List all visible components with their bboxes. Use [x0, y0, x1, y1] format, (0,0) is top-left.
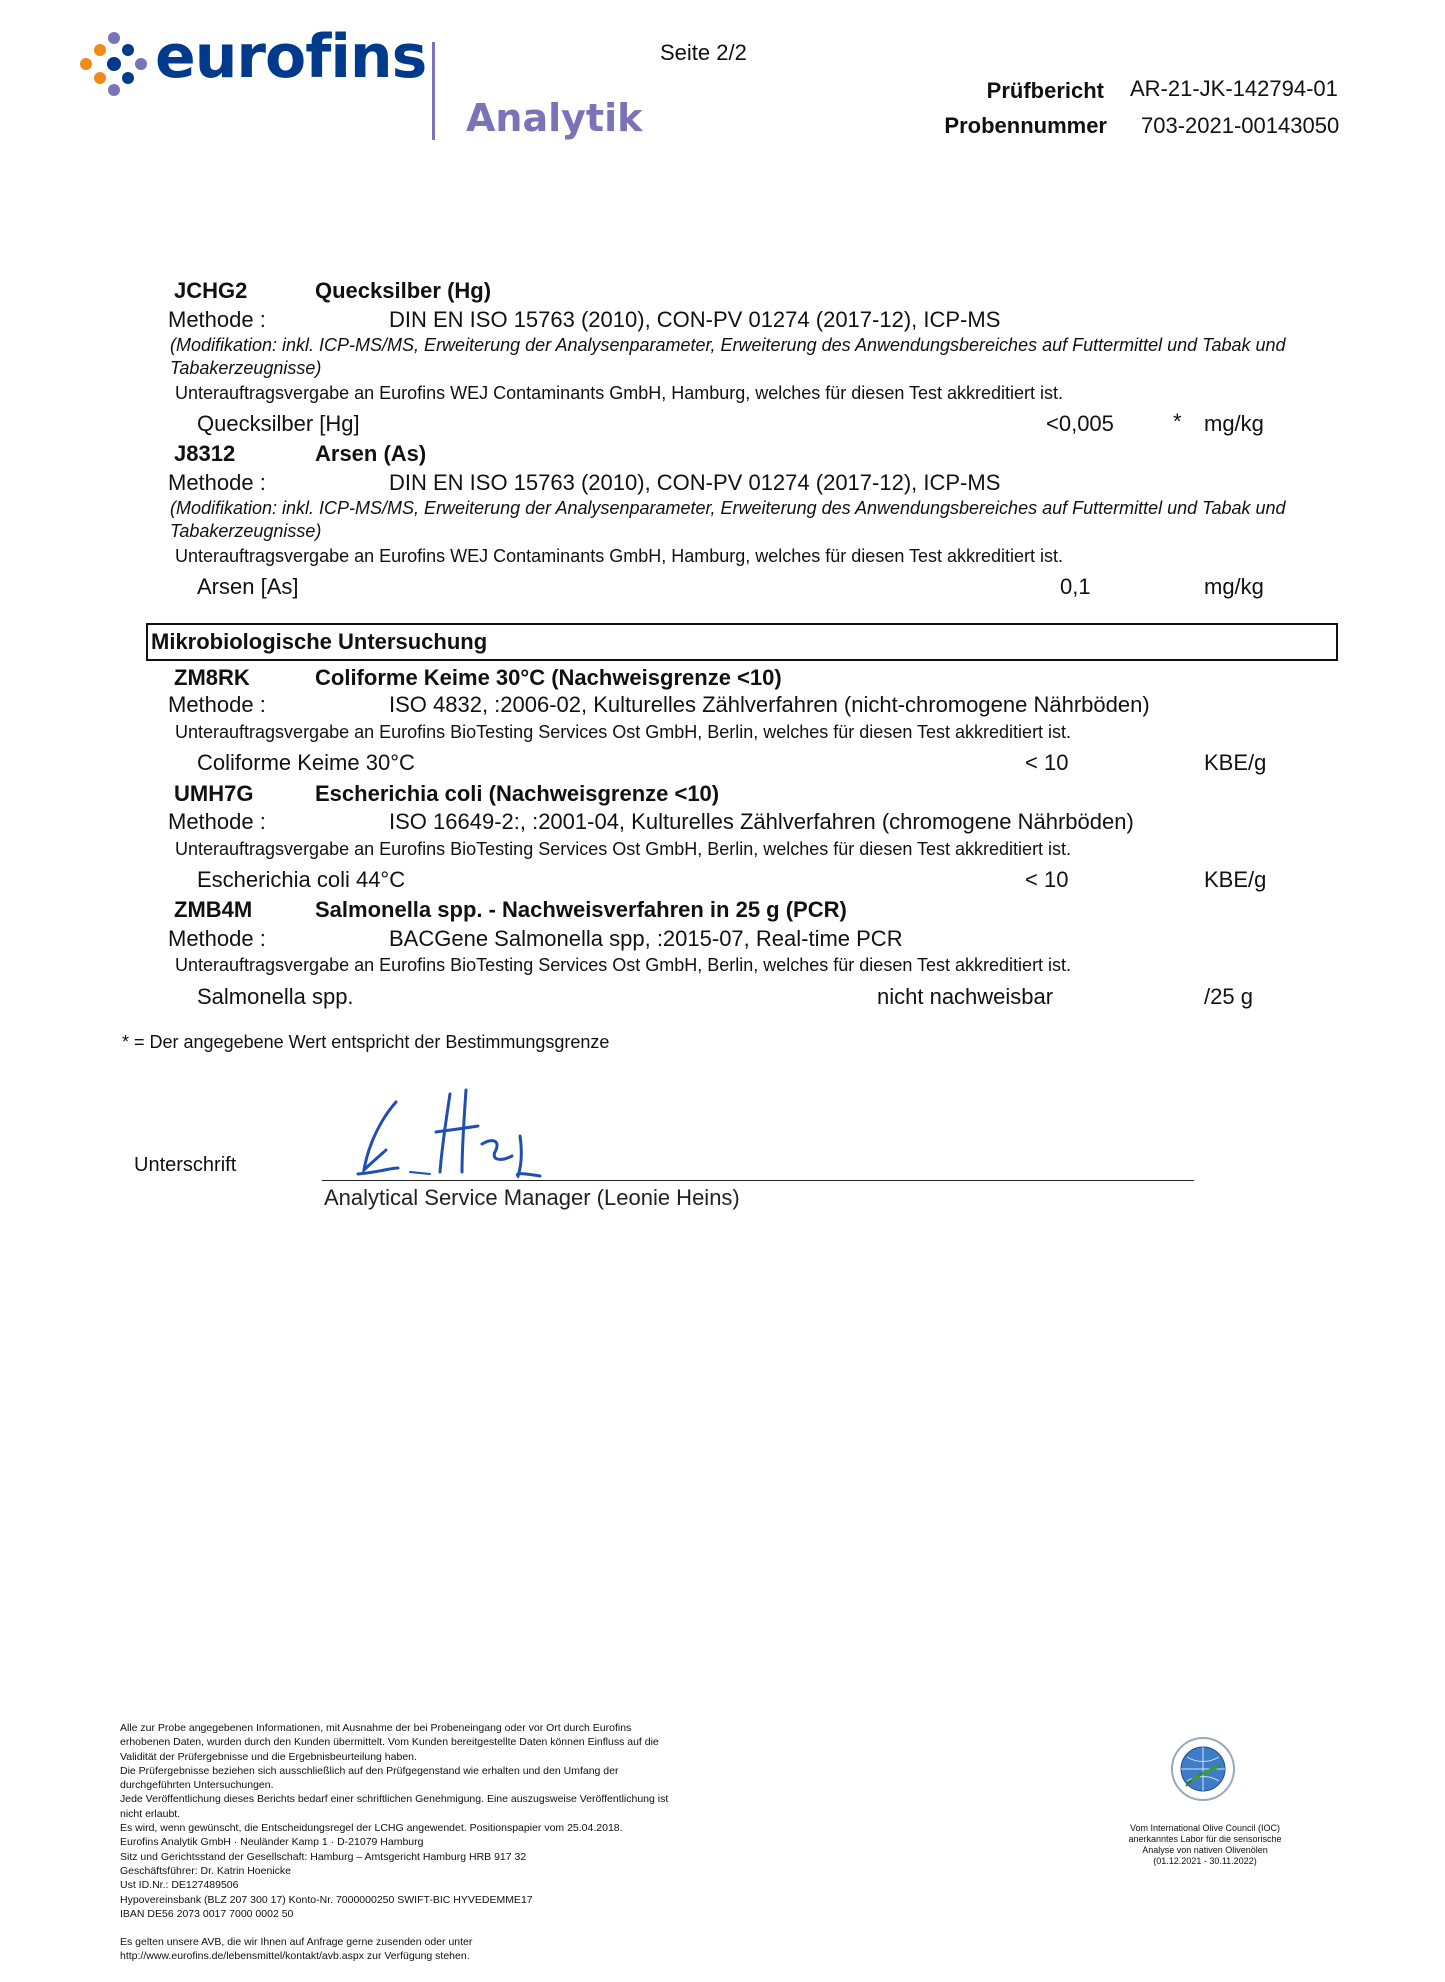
signature-label: Unterschrift — [134, 1154, 237, 1176]
method-text: ISO 16649-2:, :2001-04, Kulturelles Zählverfahren (chromogene Nährböden) — [389, 809, 1134, 834]
method-label: Methode : — [168, 692, 266, 717]
legal-line: Hypovereinsbank (BLZ 207 300 17) Konto-Nr. 7000000250 SWIFT-BIC HYVEDEMME17 — [120, 1893, 533, 1906]
subcontract-note: Unterauftragsvergabe an Eurofins WEJ Contaminants GmbH, Hamburg, welches für diesen Test akkreditiert ist. — [175, 383, 1064, 403]
result-unit: mg/kg — [1204, 574, 1264, 599]
legal-line: erhobenen Daten, wurden durch den Kunden übermittelt. Vom Kunden bereitgestellte Daten können Einfluss auf die — [120, 1736, 659, 1749]
analysis-title: Arsen (As) — [315, 441, 427, 466]
legal-line: Alle zur Probe angegebenen Informationen, mit Ausnahme der bei Probeneingang oder vor Ort durch Eurofins — [120, 1722, 632, 1734]
method-text: BACGene Salmonella spp, :2015-07, Real-time PCR — [389, 926, 903, 951]
signatory-name: Analytical Service Manager (Leonie Heins) — [324, 1185, 740, 1210]
analysis-code: ZM8RK — [174, 665, 250, 690]
section-header-microbiology — [146, 623, 1338, 661]
report-number: AR-21-JK-142794-01 — [1130, 76, 1338, 101]
ioc-accreditation-text — [1110, 1823, 1300, 1867]
result-name: Quecksilber [Hg] — [197, 411, 360, 436]
ioc-line: Vom International Olive Council (IOC) — [1129, 1823, 1281, 1833]
analysis-code: J8312 — [174, 441, 236, 466]
report-label: Prüfbericht — [986, 78, 1104, 103]
sample-label: Probennummer — [944, 113, 1107, 138]
legal-line: IBAN DE56 2073 0017 7000 0002 50 — [120, 1907, 294, 1920]
logo-wordmark: eurofins — [155, 22, 427, 92]
method-modification: (Modifikation: inkl. ICP-MS/MS, Erweiterung der Analysenparameter, Erweiterung des Anwendungsbereiches auf Futtermittel und Tabak und Tabakerzeugnisse) — [170, 498, 1286, 541]
analysis-title: Coliforme Keime 30°C (Nachweisgrenze <10) — [315, 665, 782, 690]
method-text: DIN EN ISO 15763 (2010), CON-PV 01274 (2017-12), ICP-MS — [389, 470, 1001, 495]
ioc-seal-icon — [1170, 1736, 1236, 1802]
result-flag: * — [1173, 409, 1182, 434]
method-label: Methode : — [168, 307, 266, 332]
legal-line: Validität der Prüfergebnisse und die Ergebnisbeurteilung haben. — [120, 1750, 417, 1763]
logo-divider — [432, 42, 435, 140]
result-name: Coliforme Keime 30°C — [197, 750, 415, 775]
legal-line: Es wird, wenn gewünscht, die Entscheidungsregel der LCHG angewendet. Positionspapier vom 25.04.2018. — [120, 1822, 623, 1835]
ioc-line: (01.12.2021 - 30.11.2022) — [1153, 1856, 1257, 1866]
result-value: < 10 — [1025, 867, 1069, 892]
result-name: Salmonella spp. — [197, 984, 354, 1009]
avb-line: Es gelten unsere AVB, die wir Ihnen auf Anfrage gerne zusenden oder unter — [120, 1936, 473, 1949]
method-text: ISO 4832, :2006-02, Kulturelles Zählverfahren (nicht-chromogene Nährböden) — [389, 692, 1150, 717]
result-value: nicht nachweisbar — [877, 984, 1054, 1009]
result-value: <0,005 — [1046, 411, 1114, 436]
method-label: Methode : — [168, 926, 266, 951]
result-unit: KBE/g — [1204, 750, 1267, 775]
result-value: 0,1 — [1060, 574, 1091, 599]
result-name: Escherichia coli 44°C — [197, 867, 406, 892]
result-unit: mg/kg — [1204, 411, 1264, 436]
analysis-code: ZMB4M — [174, 897, 253, 922]
method-label: Methode : — [168, 809, 266, 834]
legal-line: durchgeführten Untersuchungen. — [120, 1779, 274, 1792]
legal-line: Ust ID.Nr.: DE127489506 — [120, 1879, 239, 1892]
legal-line: Geschäftsführer: Dr. Katrin Hoenicke — [120, 1864, 291, 1877]
analysis-title: Salmonella spp. - Nachweisverfahren in 25 g (PCR) — [315, 897, 847, 922]
footnote: * = Der angegebene Wert entspricht der Bestimmungsgrenze — [122, 1032, 610, 1052]
sample-number: 703-2021-00143050 — [1141, 113, 1340, 138]
section-title: Mikrobiologische Untersuchung — [151, 629, 488, 654]
method-text: DIN EN ISO 15763 (2010), CON-PV 01274 (2017-12), ICP-MS — [389, 307, 1001, 332]
method-label: Methode : — [168, 470, 266, 495]
analysis-code: UMH7G — [174, 781, 254, 806]
result-name: Arsen [As] — [197, 574, 299, 599]
signature-image — [350, 1080, 550, 1180]
page-number: Seite 2/2 — [660, 40, 747, 65]
logo-subtitle: Analytik — [466, 96, 643, 140]
legal-footer — [120, 1721, 780, 1964]
ioc-line: Analyse von nativen Olivenölen — [1142, 1845, 1268, 1855]
signature-line — [322, 1180, 1194, 1181]
method-modification: (Modifikation: inkl. ICP-MS/MS, Erweiterung der Analysenparameter, Erweiterung des Anwendungsbereiches auf Futtermittel und Tabak und Tabakerzeugnisse) — [170, 335, 1286, 378]
subcontract-note: Unterauftragsvergabe an Eurofins BioTesting Services Ost GmbH, Berlin, welches für diesen Test akkreditiert ist. — [175, 955, 1072, 975]
ioc-line: anerkanntes Labor für die sensorische — [1128, 1834, 1282, 1844]
legal-line: Jede Veröffentlichung dieses Berichts bedarf einer schriftlichen Genehmigung. Eine auszugsweise Veröffentlichung ist — [120, 1793, 669, 1806]
analysis-code: JCHG2 — [174, 278, 248, 303]
analysis-title: Escherichia coli (Nachweisgrenze <10) — [315, 781, 720, 806]
subcontract-note: Unterauftragsvergabe an Eurofins WEJ Contaminants GmbH, Hamburg, welches für diesen Test akkreditiert ist. — [175, 546, 1064, 566]
result-value: < 10 — [1025, 750, 1069, 775]
subcontract-note: Unterauftragsvergabe an Eurofins BioTesting Services Ost GmbH, Berlin, welches für diesen Test akkreditiert ist. — [175, 722, 1072, 742]
analysis-title: Quecksilber (Hg) — [315, 278, 492, 303]
subcontract-note: Unterauftragsvergabe an Eurofins BioTesting Services Ost GmbH, Berlin, welches für diesen Test akkreditiert ist. — [175, 839, 1072, 859]
eurofins-logo-icon — [78, 30, 148, 96]
result-unit: /25 g — [1204, 984, 1253, 1009]
result-unit: KBE/g — [1204, 867, 1267, 892]
avb-line: http://www.eurofins.de/lebensmittel/kontakt/avb.aspx zur Verfügung stehen. — [120, 1950, 470, 1963]
legal-line: nicht erlaubt. — [120, 1807, 181, 1820]
legal-line: Eurofins Analytik GmbH · Neuländer Kamp 1 · D-21079 Hamburg — [120, 1836, 424, 1849]
legal-line: Sitz und Gerichtsstand der Gesellschaft: Hamburg – Amtsgericht Hamburg HRB 917 32 — [120, 1850, 527, 1863]
legal-line: Die Prüfergebnisse beziehen sich ausschließlich auf den Prüfgegenstand wie erhalten und den Umfang der — [120, 1764, 619, 1777]
